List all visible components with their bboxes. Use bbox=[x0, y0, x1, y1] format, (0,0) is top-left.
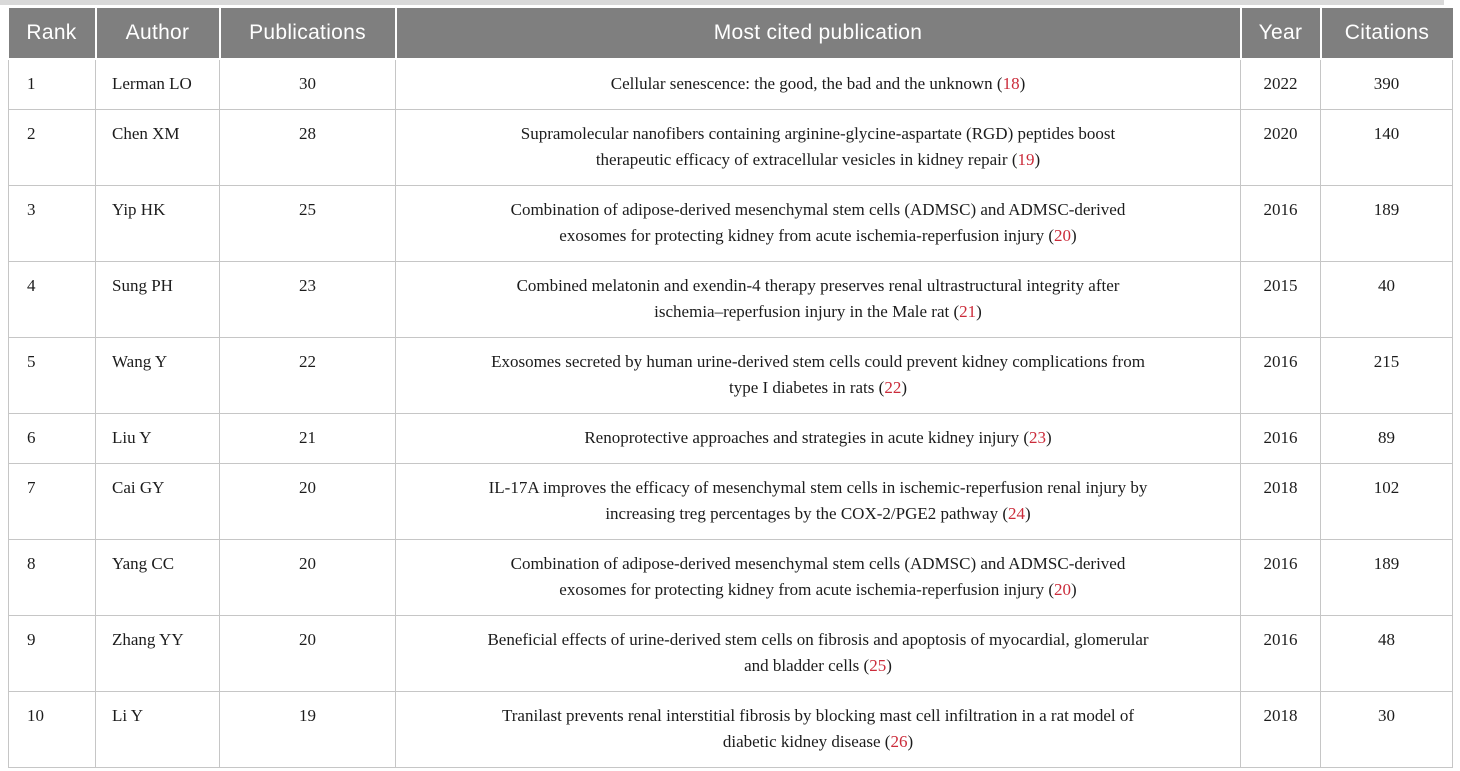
publications-cell: 20 bbox=[220, 616, 396, 692]
table-row bbox=[9, 110, 1453, 186]
most-cited-publication-cell: Exosomes secreted by human urine-derived stem cells could prevent kidney complications from type I diabetes in rats (22) bbox=[396, 338, 1241, 414]
citations-cell: 102 bbox=[1321, 464, 1453, 540]
reference-number: 19 bbox=[1017, 150, 1035, 169]
publications-cell: 28 bbox=[220, 110, 396, 186]
author-cell: Chen XM bbox=[96, 110, 220, 186]
author-cell: Yip HK bbox=[96, 186, 220, 262]
publications-cell: 30 bbox=[220, 59, 396, 110]
rank-cell: 6 bbox=[9, 414, 96, 464]
top-cited-authors-table-wrap bbox=[8, 8, 1452, 768]
citations-cell: 30 bbox=[1321, 692, 1453, 768]
rank-cell: 10 bbox=[9, 692, 96, 768]
citations-cell: 390 bbox=[1321, 59, 1453, 110]
table-row bbox=[9, 59, 1453, 110]
rank-cell: 1 bbox=[9, 59, 96, 110]
rank-cell: 5 bbox=[9, 338, 96, 414]
table-row bbox=[9, 186, 1453, 262]
column-header-year: Year bbox=[1241, 8, 1321, 59]
reference-number: 22 bbox=[884, 378, 902, 397]
reference-number: 24 bbox=[1008, 504, 1026, 523]
table-row bbox=[9, 414, 1453, 464]
author-cell: Sung PH bbox=[96, 262, 220, 338]
reference-number: 21 bbox=[959, 302, 977, 321]
year-cell: 2018 bbox=[1241, 692, 1321, 768]
publications-cell: 20 bbox=[220, 464, 396, 540]
reference-number: 20 bbox=[1054, 226, 1072, 245]
author-cell: Li Y bbox=[96, 692, 220, 768]
publications-cell: 19 bbox=[220, 692, 396, 768]
column-header-citations: Citations bbox=[1321, 8, 1453, 59]
author-cell: Liu Y bbox=[96, 414, 220, 464]
table-row bbox=[9, 464, 1453, 540]
rank-cell: 7 bbox=[9, 464, 96, 540]
most-cited-publication-cell: Combined melatonin and exendin-4 therapy preserves renal ultrastructural integrity after ischemia–reperfusion injury in the Male rat (21) bbox=[396, 262, 1241, 338]
author-cell: Zhang YY bbox=[96, 616, 220, 692]
top-cited-authors-table bbox=[8, 8, 1453, 768]
most-cited-publication-cell: Cellular senescence: the good, the bad and the unknown (18) bbox=[396, 59, 1241, 110]
table-bottom-bar bbox=[0, 0, 1444, 5]
table-row bbox=[9, 540, 1453, 616]
most-cited-publication-cell: Tranilast prevents renal interstitial fibrosis by blocking mast cell infiltration in a rat model of diabetic kidney disease (26) bbox=[396, 692, 1241, 768]
column-header-rank: Rank bbox=[9, 8, 96, 59]
publications-cell: 23 bbox=[220, 262, 396, 338]
citations-cell: 189 bbox=[1321, 540, 1453, 616]
citations-cell: 48 bbox=[1321, 616, 1453, 692]
column-header-author: Author bbox=[96, 8, 220, 59]
author-cell: Cai GY bbox=[96, 464, 220, 540]
reference-number: 20 bbox=[1054, 580, 1072, 599]
year-cell: 2018 bbox=[1241, 464, 1321, 540]
reference-number: 18 bbox=[1002, 74, 1020, 93]
author-cell: Lerman LO bbox=[96, 59, 220, 110]
year-cell: 2022 bbox=[1241, 59, 1321, 110]
rank-cell: 3 bbox=[9, 186, 96, 262]
column-header-most-cited-publication: Most cited publication bbox=[396, 8, 1241, 59]
table-row bbox=[9, 338, 1453, 414]
year-cell: 2016 bbox=[1241, 616, 1321, 692]
most-cited-publication-cell: Beneficial effects of urine-derived stem cells on fibrosis and apoptosis of myocardial, glomerular and bladder cells (25) bbox=[396, 616, 1241, 692]
most-cited-publication-cell: Combination of adipose-derived mesenchymal stem cells (ADMSC) and ADMSC-derived exosomes for protecting kidney from acute ischemia-reperfusion injury (20) bbox=[396, 540, 1241, 616]
column-header-publications: Publications bbox=[220, 8, 396, 59]
table-row bbox=[9, 692, 1453, 768]
most-cited-publication-cell: Renoprotective approaches and strategies in acute kidney injury (23) bbox=[396, 414, 1241, 464]
reference-number: 25 bbox=[869, 656, 887, 675]
rank-cell: 4 bbox=[9, 262, 96, 338]
table-row bbox=[9, 616, 1453, 692]
header-row bbox=[9, 8, 1453, 59]
year-cell: 2016 bbox=[1241, 540, 1321, 616]
most-cited-publication-cell: Combination of adipose-derived mesenchymal stem cells (ADMSC) and ADMSC-derived exosomes for protecting kidney from acute ischemia-reperfusion injury (20) bbox=[396, 186, 1241, 262]
citations-cell: 215 bbox=[1321, 338, 1453, 414]
citations-cell: 40 bbox=[1321, 262, 1453, 338]
rank-cell: 2 bbox=[9, 110, 96, 186]
author-cell: Yang CC bbox=[96, 540, 220, 616]
rank-cell: 9 bbox=[9, 616, 96, 692]
citations-cell: 140 bbox=[1321, 110, 1453, 186]
citations-cell: 89 bbox=[1321, 414, 1453, 464]
year-cell: 2016 bbox=[1241, 414, 1321, 464]
year-cell: 2020 bbox=[1241, 110, 1321, 186]
year-cell: 2015 bbox=[1241, 262, 1321, 338]
year-cell: 2016 bbox=[1241, 338, 1321, 414]
most-cited-publication-cell: Supramolecular nanofibers containing arginine-glycine-aspartate (RGD) peptides boost therapeutic efficacy of extracellular vesicles in kidney repair (19) bbox=[396, 110, 1241, 186]
reference-number: 23 bbox=[1029, 428, 1046, 447]
publications-cell: 20 bbox=[220, 540, 396, 616]
reference-number: 26 bbox=[890, 732, 908, 751]
table-header bbox=[9, 8, 1453, 59]
table-body bbox=[9, 59, 1453, 768]
most-cited-publication-cell: IL-17A improves the efficacy of mesenchymal stem cells in ischemic-reperfusion renal injury by increasing treg percentages by the COX-2/PGE2 pathway (24) bbox=[396, 464, 1241, 540]
table-row bbox=[9, 262, 1453, 338]
author-cell: Wang Y bbox=[96, 338, 220, 414]
publications-cell: 25 bbox=[220, 186, 396, 262]
publications-cell: 21 bbox=[220, 414, 396, 464]
publications-cell: 22 bbox=[220, 338, 396, 414]
year-cell: 2016 bbox=[1241, 186, 1321, 262]
rank-cell: 8 bbox=[9, 540, 96, 616]
citations-cell: 189 bbox=[1321, 186, 1453, 262]
